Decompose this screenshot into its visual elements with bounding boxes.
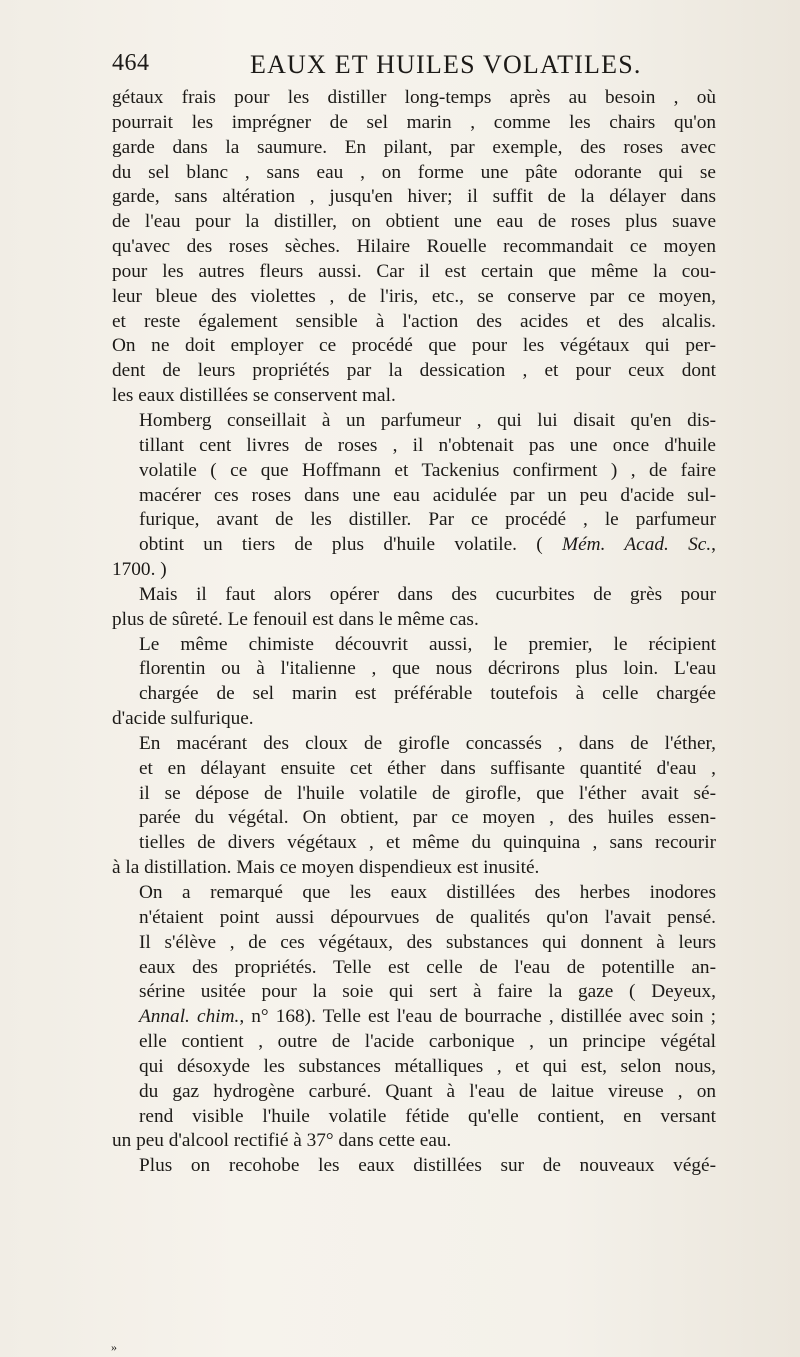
citation-italic: Annal. [139, 1006, 190, 1028]
text-line: chargée de sel marin est préférable toutefois à celle chargée [139, 683, 716, 705]
text-line: sérine usitée pour la soie qui sert à faire la gaze ( Deyeux, [139, 981, 716, 1003]
page-header [112, 50, 692, 84]
text-line: plus de sûreté. Le fenouil est dans le même cas. [112, 608, 479, 630]
text-line: 1700. ) [112, 559, 167, 581]
text-line: pourrait les imprégner de sel marin , comme les chairs qu'on [112, 111, 716, 133]
text-line: florentin ou à l'italienne , que nous décrirons plus loin. L'eau [139, 658, 716, 680]
paragraph-end [112, 707, 716, 732]
paragraph-recipient [112, 633, 716, 708]
text-line: leur bleue des violettes , de l'iris, etc., se conserve par ce moyen, [112, 285, 716, 307]
text-line: du sel blanc , sans eau , on forme une pâte odorante qui se [112, 161, 716, 183]
text-line: il se dépose de l'huile volatile de girofle, que l'éther avait sé- [139, 782, 716, 804]
citation-italic: chim. [197, 1006, 240, 1028]
paragraph-end [112, 856, 716, 881]
page-mark: » [111, 1340, 117, 1354]
text-fragment: , n° 168). Telle est l'eau de bourrache , distillée avec soin ; [239, 1006, 716, 1028]
body-text [112, 86, 716, 1179]
citation-italic: Mém. Acad. Sc. [562, 534, 712, 556]
paragraph-girofle [112, 732, 716, 856]
text-line: pour les autres fleurs aussi. Car il est certain que même la cou- [112, 260, 716, 282]
paragraph-end [112, 384, 716, 409]
paragraph-end [112, 1129, 716, 1154]
text-line: On ne doit employer ce procédé que pour les végétaux qui per- [112, 335, 716, 357]
text-line: macérer ces roses dans une eau acidulée par un peu d'acide sul- [139, 484, 716, 506]
text-line: furique, avant de les distiller. Par ce procédé , le parfumeur [139, 509, 716, 531]
text-line: garde, sans altération , jusqu'en hiver; il suffit de la délayer dans [112, 186, 716, 208]
text-line: Il s'élève , de ces végétaux, des substances qui donnent à leurs [139, 931, 716, 953]
text-line: On a remarqué que les eaux distillées des herbes inodores [139, 882, 716, 903]
text-line: volatile ( ce que Hoffmann et Tackenius confirment ) , de faire [139, 459, 716, 481]
paragraph-recohobe [112, 1154, 716, 1179]
text-line: tielles de divers végétaux , et même du quinquina , sans recourir [139, 832, 716, 854]
text-line: Plus on recohobe les eaux distillées sur de nouveaux végé- [139, 1155, 716, 1177]
text-line: du gaz hydrogène carburé. Quant à l'eau de laitue vireuse , on [139, 1080, 716, 1102]
text-line: En macérant des cloux de girofle concassés , dans de l'éther, [139, 732, 716, 754]
text-line: d'acide sulfurique. [112, 708, 254, 730]
text-line: eaux des propriétés. Telle est celle de l'eau de potentille an- [139, 956, 716, 978]
text-line: n'étaient point aussi dépourvues de qualités qu'on l'avait pensé. [139, 906, 716, 928]
text-line: de l'eau pour la distiller, on obtient une eau de roses plus suave [112, 211, 716, 233]
paragraph-homberg [112, 409, 716, 558]
text-line [112, 1005, 716, 1030]
text-fragment: obtint un tiers de plus d'huile volatile. ( [139, 534, 543, 556]
text-fragment: , [711, 534, 716, 556]
text-line [112, 533, 716, 558]
text-line: Le même chimiste découvrit aussi, le premier, le récipient [139, 633, 716, 655]
paragraph-cucurbites [112, 583, 716, 608]
text-line: et reste également sensible à l'action des acides et des alcalis. [112, 310, 716, 332]
text-line: gétaux frais pour les distiller long-temps après au besoin , où [112, 87, 716, 108]
text-line: Homberg conseillait à un parfumeur , qui lui disait qu'en dis- [139, 409, 716, 431]
text-line: rend visible l'huile volatile fétide qu'elle contient, en versant [139, 1105, 716, 1127]
text-line: dent de leurs propriétés par la dessication , et pour ceux dont [112, 360, 716, 382]
text-line: les eaux distillées se conservent mal. [112, 385, 396, 407]
paragraph [112, 86, 716, 384]
text-line: qui désoxyde les substances métalliques , et qui est, selon nous, [139, 1055, 716, 1077]
running-title: EAUX ET HUILES VOLATILES. [250, 50, 642, 79]
paragraph-end [112, 608, 716, 633]
text-line: qu'avec des roses sèches. Hilaire Rouelle recommandait ce moyen [112, 236, 716, 258]
text-line: parée du végétal. On obtient, par ce moyen , des huiles essen- [139, 807, 716, 829]
text-line: Mais il faut alors opérer dans des cucurbites de grès pour [139, 583, 716, 605]
paragraph-end [112, 558, 716, 583]
text-line: elle contient , outre de l'acide carbonique , un principe végétal [139, 1031, 716, 1053]
text-line: un peu d'alcool rectifié à 37° dans cette eau. [112, 1130, 452, 1152]
text-line: et en délayant ensuite cet éther dans suffisante quantité d'eau , [139, 757, 716, 779]
page-number: 464 [112, 50, 150, 76]
text-line: à la distillation. Mais ce moyen dispendieux est inusité. [112, 857, 540, 879]
paragraph-herbes [112, 881, 716, 1129]
text-line: tillant cent livres de roses , il n'obtenait pas une once d'huile [139, 434, 716, 456]
text-line: garde dans la saumure. En pilant, par exemple, des roses avec [112, 136, 716, 158]
